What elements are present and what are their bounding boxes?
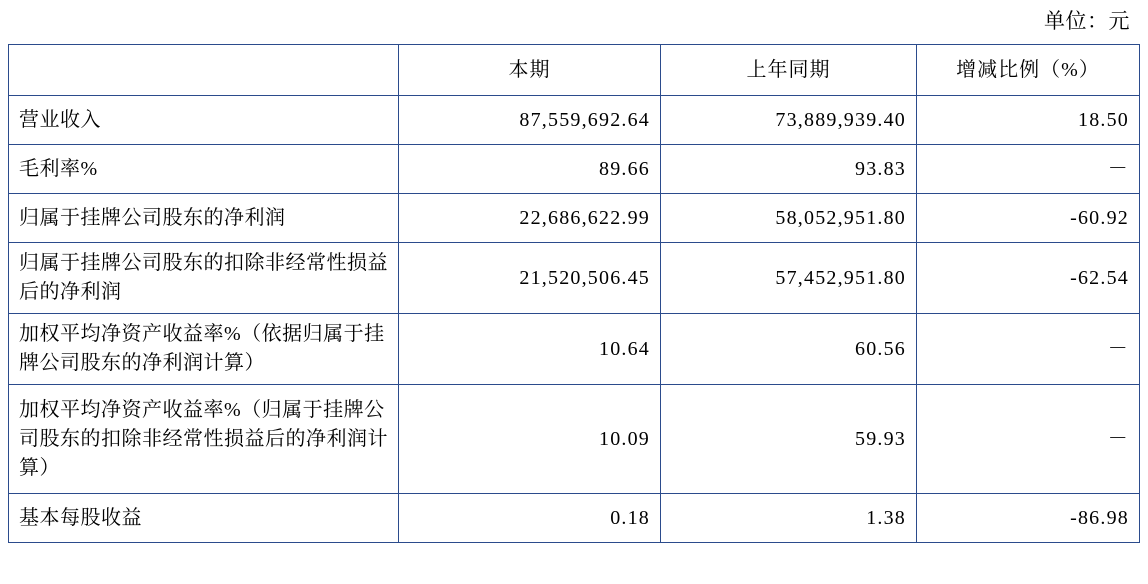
- row-previous-value: 93.83: [661, 145, 917, 194]
- row-current-value: 87,559,692.64: [399, 96, 661, 145]
- table-row: [9, 314, 1140, 385]
- row-previous-value: 73,889,939.40: [661, 96, 917, 145]
- row-change-value: -86.98: [917, 494, 1140, 543]
- unit-note: 单位：元: [1044, 9, 1130, 33]
- row-change-value: －: [917, 314, 1140, 385]
- row-label: 归属于挂牌公司股东的扣除非经常性损益后的净利润: [9, 243, 399, 314]
- row-label: 归属于挂牌公司股东的净利润: [9, 194, 399, 243]
- row-current-value: 21,520,506.45: [399, 243, 661, 314]
- financial-summary-table: [8, 44, 1140, 543]
- row-previous-value: 59.93: [661, 385, 917, 494]
- row-change-value: －: [917, 145, 1140, 194]
- row-label: 加权平均净资产收益率%（归属于挂牌公司股东的扣除非经常性损益后的净利润计算）: [9, 385, 399, 494]
- row-current-value: 10.64: [399, 314, 661, 385]
- row-change-value: －: [917, 385, 1140, 494]
- column-header-current-period: 本期: [399, 45, 661, 96]
- column-header-change-ratio: 增减比例（%）: [917, 45, 1140, 96]
- table-row: [9, 243, 1140, 314]
- row-current-value: 0.18: [399, 494, 661, 543]
- column-header-previous-period: 上年同期: [661, 45, 917, 96]
- row-current-value: 22,686,622.99: [399, 194, 661, 243]
- row-label: 营业收入: [9, 96, 399, 145]
- table-row: [9, 385, 1140, 494]
- table-header-row: [9, 45, 1140, 96]
- row-previous-value: 57,452,951.80: [661, 243, 917, 314]
- table-row: [9, 494, 1140, 543]
- row-current-value: 89.66: [399, 145, 661, 194]
- row-current-value: 10.09: [399, 385, 661, 494]
- row-label: 毛利率%: [9, 145, 399, 194]
- row-change-value: -60.92: [917, 194, 1140, 243]
- row-change-value: 18.50: [917, 96, 1140, 145]
- table-row: [9, 145, 1140, 194]
- table-row: [9, 96, 1140, 145]
- row-previous-value: 60.56: [661, 314, 917, 385]
- row-previous-value: 58,052,951.80: [661, 194, 917, 243]
- column-header-item: [9, 45, 399, 96]
- row-previous-value: 1.38: [661, 494, 917, 543]
- row-label: 基本每股收益: [9, 494, 399, 543]
- row-change-value: -62.54: [917, 243, 1140, 314]
- table-row: [9, 194, 1140, 243]
- row-label: 加权平均净资产收益率%（依据归属于挂牌公司股东的净利润计算）: [9, 314, 399, 385]
